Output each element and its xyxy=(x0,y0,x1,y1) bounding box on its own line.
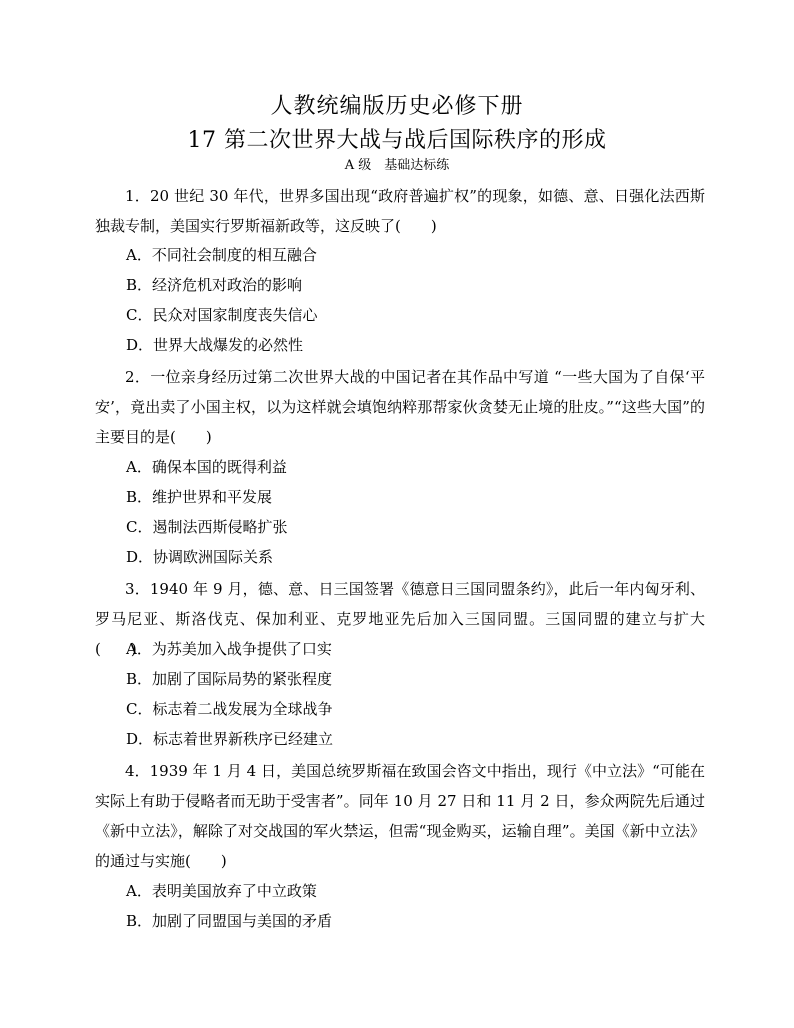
question-1-stem: 1．20 世纪 30 年代，世界多国出现“政府普遍扩权”的现象，如德、意、日强化法西斯独裁专制，美国实行罗斯福新政等，这反映了( ) xyxy=(95,187,705,235)
question-2-option-b: B．维护世界和平发展 xyxy=(126,488,273,506)
question-3-stem: 3．1940 年 9 月，德、意、日三国签署《德意日三国同盟条约》，此后一年内匈牙利、罗马尼亚、斯洛伐克、保加利亚、克罗地亚先后加入三国同盟。三国同盟的建立与扩大( ) xyxy=(95,580,705,658)
question-2-option-c: C．遏制法西斯侵略扩张 xyxy=(126,518,288,536)
question-4-stem: 4．1939 年 1 月 4 日，美国总统罗斯福在致国会咨文中指出，现行《中立法》“可能在实际上有助于侵略者而无助于受害者”。同年 10 月 27 日和 11 月 2 日，参众两院先后通过《新中立法》，解除了对交战国的军火禁运，但需“现金购买，运输自理”。美国《新中立法》的通过与实施( ) xyxy=(95,762,705,870)
question-1-option-c: C．民众对国家制度丧失信心 xyxy=(126,306,318,324)
question-1-option-a: A．不同社会制度的相互融合 xyxy=(126,246,317,264)
question-4-option-b: B．加剧了同盟国与美国的矛盾 xyxy=(126,912,333,930)
question-3-option-c: C．标志着二战发展为全球战争 xyxy=(126,700,333,718)
question-1-option-b: B．经济危机对政治的影响 xyxy=(126,276,303,294)
level-heading: A 级 基础达标练 xyxy=(344,158,450,173)
question-3-option-d: D．标志着世界新秩序已经建立 xyxy=(126,730,334,748)
question-2-option-a: A．确保本国的既得利益 xyxy=(126,458,287,476)
question-3-option-a: A．为苏美加入战争提供了口实 xyxy=(126,640,332,658)
lesson-title: 17 第二次世界大战与战后国际秩序的形成 xyxy=(187,128,607,153)
question-2-stem: 2．一位亲身经历过第二次世界大战的中国记者在其作品中写道 “一些大国为了自保‘平安’，竟出卖了小国主权，以为这样就会填饱纳粹那帮家伙贪婪无止境的肚皮。”“这些大国”的主要目的是( ) xyxy=(95,368,705,446)
question-1-option-d: D．世界大战爆发的必然性 xyxy=(126,336,304,354)
question-4-option-a: A．表明美国放弃了中立政策 xyxy=(126,882,317,900)
question-2-option-d: D．协调欧洲国际关系 xyxy=(126,548,274,566)
question-3-option-b: B．加剧了国际局势的紧张程度 xyxy=(126,670,333,688)
document-title: 人教统编版历史必修下册 xyxy=(270,94,524,119)
